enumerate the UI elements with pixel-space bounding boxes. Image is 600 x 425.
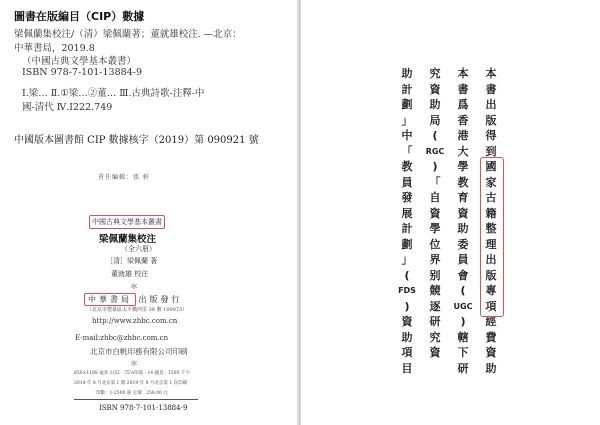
vertical-char: 目 bbox=[401, 361, 413, 375]
vertical-char: 大 bbox=[457, 144, 469, 158]
copyright-page bbox=[0, 0, 298, 425]
vertical-char: 」 bbox=[401, 253, 413, 266]
vertical-char: 書 bbox=[457, 82, 469, 96]
vertical-char: 計 bbox=[401, 82, 413, 96]
vertical-char: 本 bbox=[485, 67, 497, 80]
vertical-char: 下 bbox=[457, 346, 469, 359]
isbn: ISBN 978-7-101-13884-9 bbox=[99, 404, 188, 412]
vertical-char: 專 bbox=[485, 284, 497, 297]
cip-record-number: 中國版本圖書館 CIP 數據核字（2019）第 090921 號 bbox=[14, 135, 259, 146]
vertical-char: 經 bbox=[485, 315, 497, 328]
vertical-char: 版 bbox=[485, 268, 497, 282]
vertical-char: 員 bbox=[401, 175, 413, 189]
vertical-char: 資 bbox=[429, 346, 441, 359]
vertical-char: 學 bbox=[457, 160, 469, 173]
vertical-char: 助 bbox=[401, 330, 413, 344]
funding-column-4 bbox=[397, 66, 417, 376]
vertical-char: 助 bbox=[429, 98, 441, 111]
vertical-char: 家 bbox=[485, 175, 497, 189]
vertical-char: 别 bbox=[429, 268, 441, 282]
printer-name: 北京市白帆印務有限公司印刷 bbox=[90, 347, 188, 356]
vertical-char: 會 bbox=[457, 268, 469, 282]
vertical-char: RGC bbox=[425, 146, 445, 156]
vertical-char: 資 bbox=[429, 206, 441, 220]
vertical-char: 出 bbox=[485, 98, 497, 111]
vertical-char: 員 bbox=[457, 253, 469, 266]
author-credit: ［清］梁佩蘭 著 bbox=[106, 257, 158, 265]
vertical-char: 逐 bbox=[429, 299, 441, 313]
vertical-char: 轄 bbox=[457, 330, 469, 344]
vertical-char: 國 bbox=[485, 160, 497, 173]
vertical-char: 計 bbox=[401, 222, 413, 235]
vertical-char: 學 bbox=[429, 222, 441, 235]
cip-title: 圖書在版編目（CIP）數據 bbox=[14, 10, 145, 23]
vertical-char: 展 bbox=[401, 206, 413, 220]
vertical-char: 本 bbox=[457, 67, 469, 80]
book-specs: 850×1168 毫米 1/32 · 75⅝印張 · 14 插頁 · 1500 千字 bbox=[74, 371, 190, 376]
star-separator: ＊ bbox=[130, 282, 138, 291]
vertical-char: 自 bbox=[429, 191, 441, 204]
publisher-email: E-mail:zhbc@zhbc.com.cn bbox=[75, 334, 169, 342]
responsible-editor: 責任編輯：張 軒 bbox=[98, 174, 150, 181]
funding-column-3 bbox=[425, 66, 445, 361]
vertical-char: ( bbox=[460, 284, 466, 297]
vertical-char: ) bbox=[432, 160, 438, 173]
vertical-char: 助 bbox=[485, 361, 497, 375]
vertical-char: 育 bbox=[457, 191, 469, 204]
vertical-char: 項 bbox=[485, 299, 497, 313]
vertical-char: 究 bbox=[429, 67, 441, 80]
vertical-char: 到 bbox=[485, 144, 497, 158]
vertical-char: FDS bbox=[398, 286, 416, 295]
vertical-char: 「 bbox=[429, 175, 441, 189]
divider bbox=[74, 399, 198, 400]
vertical-char: 助 bbox=[457, 222, 469, 235]
cip-line: 中華書局，2019.8 bbox=[14, 43, 95, 54]
vertical-char: 究 bbox=[429, 330, 441, 344]
vertical-char: 「 bbox=[401, 144, 413, 158]
cip-line: （中國古典文學基本叢書） bbox=[22, 56, 137, 67]
publisher-issue: 出版發行 bbox=[138, 295, 183, 304]
vertical-char: 競 bbox=[429, 284, 441, 297]
vertical-char: ( bbox=[432, 129, 438, 142]
cip-line: 梁佩蘭集校注/（清）梁佩蘭著；董就雄校注. —北京： bbox=[14, 29, 242, 40]
vertical-char: UGC bbox=[453, 301, 473, 311]
funding-page bbox=[301, 0, 600, 425]
vertical-char: 研 bbox=[429, 315, 441, 328]
publisher-name-box: 中華書局 bbox=[84, 293, 136, 306]
vertical-char: 委 bbox=[457, 237, 469, 251]
vertical-char: ) bbox=[460, 315, 466, 328]
vertical-char: 資 bbox=[429, 82, 441, 96]
vertical-char: 資 bbox=[485, 346, 497, 359]
series-name-box: 中國古典文學基本叢書 bbox=[89, 215, 165, 229]
annotator-credit: 董就雄 校注 bbox=[111, 270, 149, 278]
vertical-char: 劃 bbox=[401, 98, 413, 111]
vertical-char: 出 bbox=[485, 253, 497, 266]
vertical-char: 項 bbox=[401, 346, 413, 359]
publisher-address: （北京市豐臺區太平橋西里 38 號 100073） bbox=[87, 307, 188, 313]
vertical-char: 籍 bbox=[485, 206, 497, 220]
vertical-char: 理 bbox=[485, 237, 497, 251]
vertical-char: 費 bbox=[485, 330, 497, 344]
vertical-char: 資 bbox=[401, 315, 413, 328]
vertical-char: 位 bbox=[429, 237, 441, 251]
vertical-char: 港 bbox=[457, 129, 469, 142]
cip-subject-line: Ⅰ.梁… Ⅱ.①梁…②董… Ⅲ.古典詩歌-注釋-中 bbox=[22, 88, 205, 99]
publisher-url: http://www.zhbc.com.cn bbox=[92, 317, 178, 325]
print-run-price: 印數：1-2500 册 定價：258.00 元 bbox=[96, 391, 168, 396]
vertical-char: 資 bbox=[457, 206, 469, 220]
volume-count: （全六册） bbox=[121, 245, 156, 253]
publisher-line bbox=[84, 293, 183, 306]
cip-line: ISBN 978-7-101-13884-9 bbox=[22, 67, 142, 78]
vertical-char: 古 bbox=[485, 191, 497, 204]
funding-column-2 bbox=[453, 66, 473, 376]
edition-info: 2019 年 8 月北京第 1 版 2019 年 8 月北京第 1 次印刷 bbox=[74, 381, 188, 386]
vertical-char: 版 bbox=[485, 113, 497, 127]
vertical-char: 」 bbox=[401, 113, 413, 127]
vertical-char: 劃 bbox=[401, 237, 413, 251]
cip-subject-line: 國-清代 Ⅳ.I222.749 bbox=[22, 102, 113, 113]
highlight-box-national-fund bbox=[480, 157, 504, 317]
vertical-char: 整 bbox=[485, 222, 497, 235]
vertical-char: ( bbox=[404, 268, 410, 282]
vertical-char: 香 bbox=[457, 113, 469, 127]
vertical-char: 局 bbox=[429, 113, 441, 127]
vertical-char: 書 bbox=[485, 82, 497, 96]
vertical-char: 教 bbox=[457, 175, 469, 189]
vertical-char: 助 bbox=[401, 67, 413, 80]
vertical-char: 中 bbox=[401, 129, 413, 142]
star-separator: ＊ bbox=[130, 359, 138, 368]
vertical-char: ) bbox=[404, 299, 410, 313]
vertical-char: 教 bbox=[401, 160, 413, 173]
vertical-char: 爲 bbox=[457, 98, 469, 111]
book-title: 梁佩蘭集校注 bbox=[99, 234, 157, 245]
vertical-char: 界 bbox=[429, 253, 441, 266]
vertical-char: 得 bbox=[485, 129, 497, 142]
vertical-char: 研 bbox=[457, 361, 469, 375]
vertical-char: 發 bbox=[401, 191, 413, 204]
